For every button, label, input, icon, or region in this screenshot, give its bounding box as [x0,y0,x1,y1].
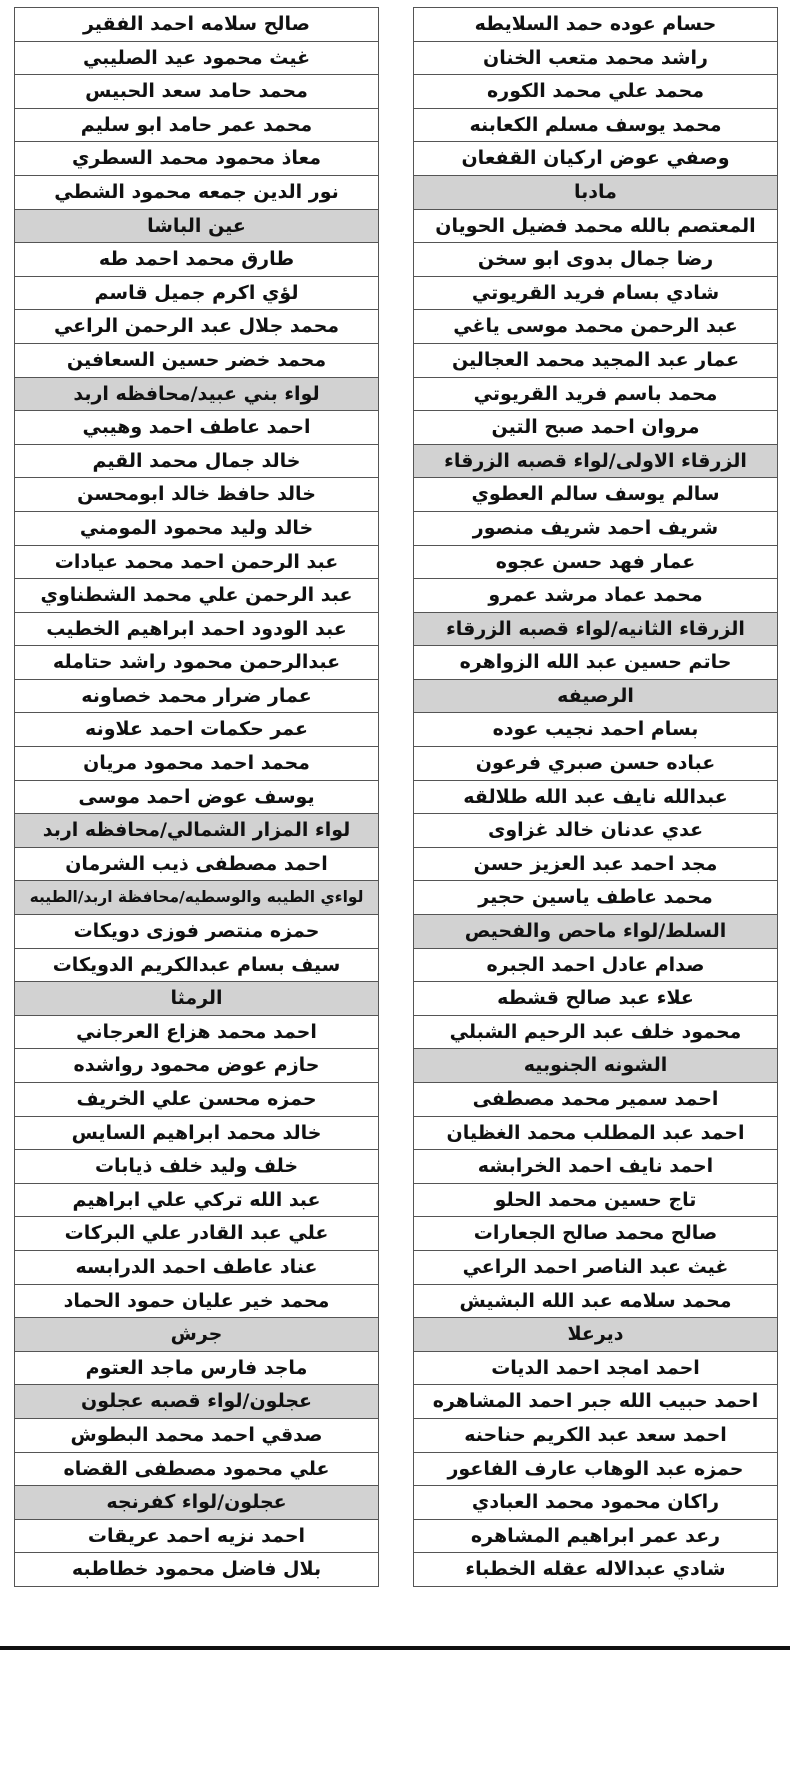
bottom-rule [0,1646,790,1650]
district-header: عجلون/لواء كفرنجه [15,1486,378,1520]
left-name-column [14,7,379,1587]
name-row: حاتم حسين عبد الله الزواهره [414,646,777,680]
name-row: عمر حكمات احمد علاونه [15,713,378,747]
name-row: حمزه عبد الوهاب عارف الفاعور [414,1453,777,1487]
district-header: الزرقاء الاولى/لواء قصبه الزرقاء [414,445,777,479]
name-row: سيف بسام عبدالكريم الدويكات [15,949,378,983]
name-row: صدام عادل احمد الجبره [414,949,777,983]
name-row: محمد احمد محمود مريان [15,747,378,781]
name-row: محمد علي محمد الكوره [414,75,777,109]
name-row: احمد سعد عبد الكريم حناحنه [414,1419,777,1453]
name-row: حسام عوده حمد السلايطه [414,8,777,42]
name-row: محمد جلال عبد الرحمن الراعي [15,310,378,344]
name-row: مروان احمد صبح التين [414,411,777,445]
name-row: احمد نزيه احمد عريقات [15,1520,378,1554]
name-row: احمد سمير محمد مصطفى [414,1083,777,1117]
name-row: بسام احمد نجيب عوده [414,713,777,747]
name-row: احمد عبد المطلب محمد الغظيان [414,1117,777,1151]
name-row: احمد امجد احمد الديات [414,1352,777,1386]
name-row: راشد محمد متعب الخنان [414,42,777,76]
name-row: عبد الرحمن احمد محمد عيادات [15,546,378,580]
name-row: عناد عاطف احمد الدرابسه [15,1251,378,1285]
name-row: احمد حبيب الله جبر احمد المشاهره [414,1385,777,1419]
name-row: خالد حافظ خالد ابومحسن [15,478,378,512]
district-header: الرصيفه [414,680,777,714]
name-row: حازم عوض محمود رواشده [15,1049,378,1083]
name-row: شريف احمد شريف منصور [414,512,777,546]
name-row: عبد الودود احمد ابراهيم الخطيب [15,613,378,647]
name-row: احمد نايف احمد الخرابشه [414,1150,777,1184]
name-row: وصفي عوض اركيان القفعان [414,142,777,176]
district-header: الزرقاء الثانيه/لواء قصبه الزرقاء [414,613,777,647]
district-header: مادبا [414,176,777,210]
name-row: عمار ضرار محمد خصاونه [15,680,378,714]
name-row: عبدالرحمن محمود راشد حتامله [15,646,378,680]
district-header: عين الباشا [15,210,378,244]
name-row: يوسف عوض احمد موسى [15,781,378,815]
name-row: عبد الرحمن محمد موسى ياغي [414,310,777,344]
name-row: غيث محمود عيد الصليبي [15,42,378,76]
name-row: خالد جمال محمد القيم [15,445,378,479]
name-row: احمد محمد هزاع العرجاني [15,1016,378,1050]
name-row: محمود خلف عبد الرحيم الشبلي [414,1016,777,1050]
name-row: مجد احمد عبد العزيز حسن [414,848,777,882]
district-header: جرش [15,1318,378,1352]
name-row: طارق محمد احمد طه [15,243,378,277]
name-row: رضا جمال بدوى ابو سخن [414,243,777,277]
district-header: ديرعلا [414,1318,777,1352]
district-header: السلط/لواء ماحص والفحيص [414,915,777,949]
name-row: علي محمود مصطفى القضاه [15,1453,378,1487]
name-row: ماجد فارس ماجد العتوم [15,1352,378,1386]
name-row: عبدالله نايف عبد الله طلالقه [414,781,777,815]
name-row: صالح سلامه احمد الفقير [15,8,378,42]
name-row: بلال فاضل محمود خطاطبه [15,1553,378,1587]
name-row: سالم يوسف سالم العطوي [414,478,777,512]
name-row: تاج حسين محمد الحلو [414,1184,777,1218]
name-row: خلف وليد خلف ذيابات [15,1150,378,1184]
district-header: لواء بني عبيد/محافظه اربد [15,378,378,412]
name-row: محمد عاطف ياسين حجير [414,881,777,915]
name-row: صالح محمد صالح الجعارات [414,1217,777,1251]
name-row: عدي عدنان خالد غزاوى [414,814,777,848]
district-header: لواءي الطيبه والوسطيه/محافظة اربد/الطيبه [15,881,378,915]
name-row: عمار فهد حسن عجوه [414,546,777,580]
district-header: الرمثا [15,982,378,1016]
right-name-column [413,7,778,1587]
name-row: محمد خير عليان حمود الحماد [15,1285,378,1319]
name-row: المعتصم بالله محمد فضيل الحويان [414,210,777,244]
name-row: محمد باسم فريد القريوتي [414,378,777,412]
name-row: شادي بسام فريد القريوتي [414,277,777,311]
name-row: محمد يوسف مسلم الكعابنه [414,109,777,143]
district-header: عجلون/لواء قصبه عجلون [15,1385,378,1419]
district-header: لواء المزار الشمالي/محافظه اربد [15,814,378,848]
name-row: علي عبد القادر علي البركات [15,1217,378,1251]
name-row: غيث عبد الناصر احمد الراعي [414,1251,777,1285]
district-header: الشونه الجنوبيه [414,1049,777,1083]
name-row: خالد محمد ابراهيم السايس [15,1117,378,1151]
name-row: لؤي اكرم جميل قاسم [15,277,378,311]
name-row: محمد عماد مرشد عمرو [414,579,777,613]
name-row: احمد عاطف احمد وهيبي [15,411,378,445]
name-row: رعد عمر ابراهيم المشاهره [414,1520,777,1554]
name-row: نور الدين جمعه محمود الشطي [15,176,378,210]
name-row: صدقي احمد محمد البطوش [15,1419,378,1453]
name-row: محمد سلامه عبد الله البشيش [414,1285,777,1319]
name-row: معاذ محمود محمد السطري [15,142,378,176]
name-row: شادي عبدالاله عقله الخطباء [414,1553,777,1587]
name-row: عبد الله تركي علي ابراهيم [15,1184,378,1218]
name-row: احمد مصطفى ذيب الشرمان [15,848,378,882]
name-row: حمزه منتصر فوزى دويكات [15,915,378,949]
name-row: محمد عمر حامد ابو سليم [15,109,378,143]
name-row: محمد خضر حسين السعافين [15,344,378,378]
name-row: خالد وليد محمود المومني [15,512,378,546]
name-row: حمزه محسن علي الخريف [15,1083,378,1117]
name-row: راكان محمود محمد العبادي [414,1486,777,1520]
name-row: محمد حامد سعد الحبيس [15,75,378,109]
name-row: عباده حسن صبري فرعون [414,747,777,781]
name-row: عبد الرحمن علي محمد الشطناوي [15,579,378,613]
name-row: عمار عبد المجيد محمد العجالين [414,344,777,378]
name-row: علاء عبد صالح قشطه [414,982,777,1016]
